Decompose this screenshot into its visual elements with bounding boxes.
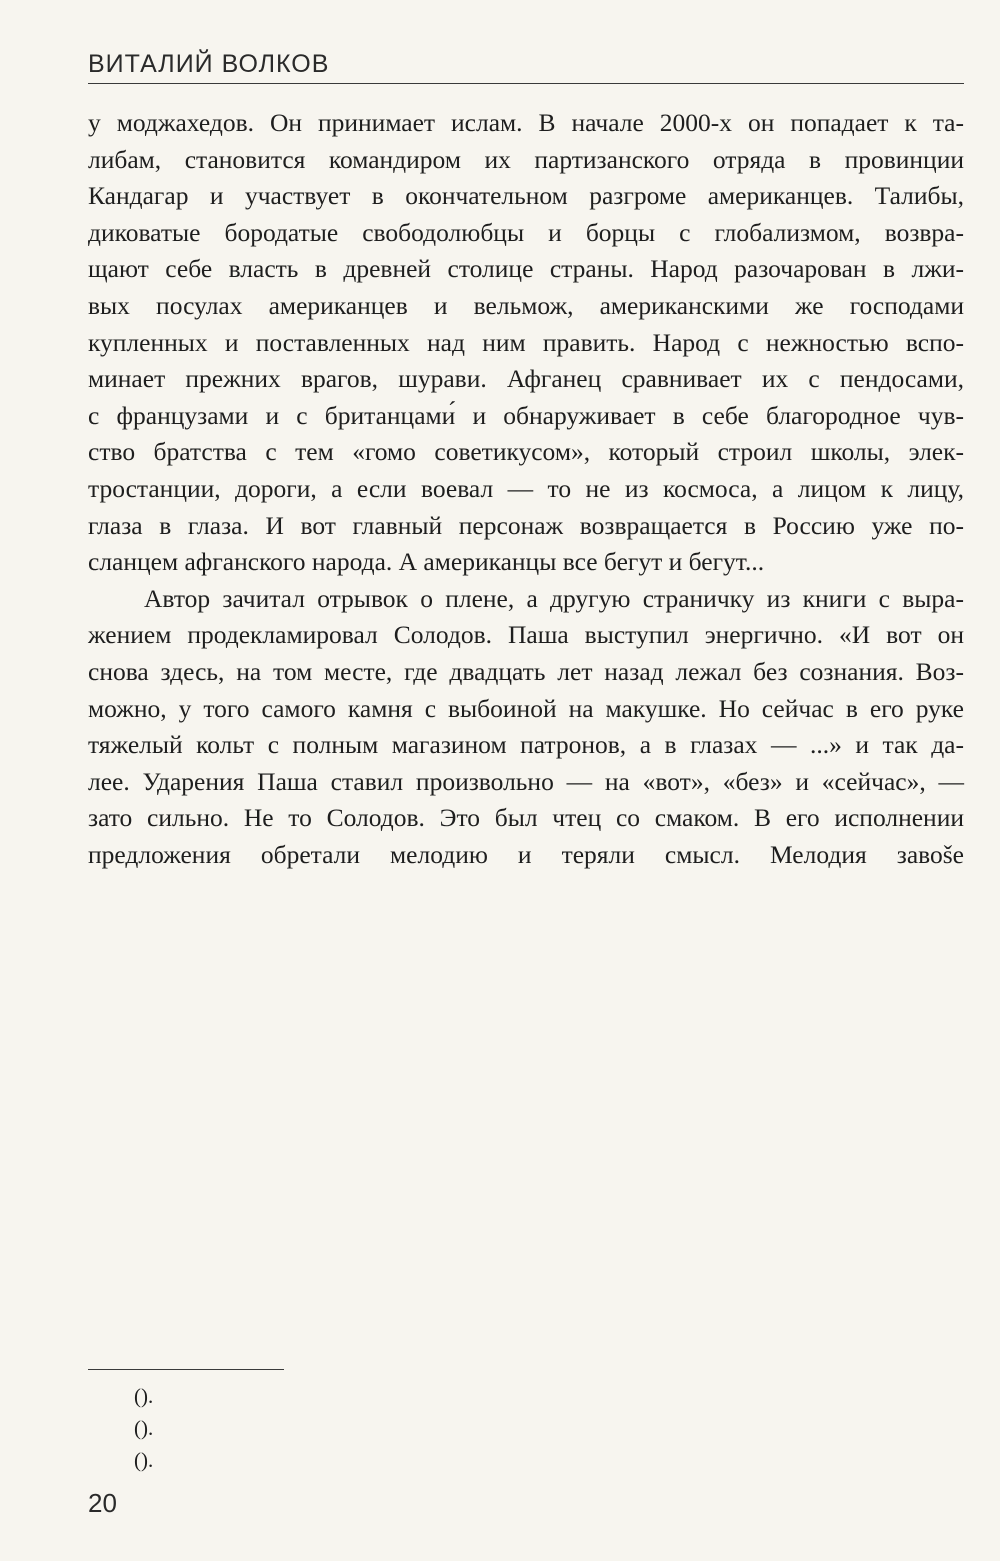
text-line	[88, 873, 964, 910]
text-line: вых посулах американцев и вельмож, американскими же господами	[88, 290, 964, 320]
text-line	[88, 1130, 964, 1167]
text-line	[88, 983, 964, 1020]
text-line	[88, 1459, 964, 1496]
text-line: Автор зачитал отрывок о плене, а другую страничку из книги с выра-	[144, 583, 964, 613]
footnote-item: ().	[134, 1448, 154, 1472]
text-line	[88, 1349, 964, 1386]
text-line: зато сильно. Не то Солодов. Это был чтец со смаком. В его исполнении	[88, 803, 964, 833]
text-line	[88, 947, 964, 984]
text-line: предложения обретали мелодию и теряли смысл. Мелодия завоše	[88, 839, 964, 869]
running-head-author: ВИТАЛИЙ ВОЛКОВ	[88, 50, 330, 78]
text-line	[88, 910, 964, 947]
text-line: диковатые бородатые свободолюбцы и борцы с глобализмом, возвра-	[88, 217, 964, 247]
text-line: либам, становится командиром их партизанского отряда в провинции	[88, 144, 964, 174]
footnote-item: ().	[134, 1384, 154, 1408]
text-line: тростанции, дороги, а если воевал — то не из космоса, а лицом к лицу,	[88, 473, 964, 503]
text-line: сланцем афганского народа. А американцы все бегут и бегут...	[88, 547, 765, 577]
text-line	[88, 1166, 964, 1203]
text-line	[88, 1203, 964, 1240]
text-line: минает прежних врагов, шурави. Афганец сравнивает их с пендосами,	[88, 364, 964, 394]
text-line	[88, 1020, 964, 1057]
text-line: глаза в глаза. И вот главный персонаж возвращается в Россию уже по-	[88, 510, 964, 540]
text-line: щают себе власть в древней столице страны. Народ разочарован в лжи-	[88, 254, 964, 284]
text-line: жением продекламировал Солодов. Паша выступил энергично. «И вот он	[88, 620, 964, 650]
page-number: 20	[88, 1488, 117, 1518]
text-line: тяжелый кольт с полным магазином патронов, а в глазах — ...» и так да-	[88, 730, 964, 760]
text-line: можно, у того самого камня с выбоиной на макушке. Но сейчас в его руке	[88, 693, 964, 723]
text-line: с французами и с британцами́ и обнаруживает в себе благородное чув-	[88, 400, 964, 430]
footnote-item: ().	[134, 1416, 154, 1440]
text-line	[88, 1276, 964, 1313]
text-line	[88, 1422, 964, 1459]
text-line: купленных и поставленных над ним править. Народ с нежностью вспо-	[88, 327, 964, 357]
text-line	[88, 1386, 964, 1423]
body-text	[88, 105, 964, 1496]
text-line	[88, 1093, 964, 1130]
footnote-rule	[88, 1369, 284, 1370]
text-line: у моджахедов. Он принимает ислам. В начале 2000-х он попадает к та-	[88, 108, 964, 137]
text-line	[88, 1056, 964, 1093]
text-line	[88, 1239, 964, 1276]
header-rule	[88, 83, 964, 84]
text-line: снова здесь, на том месте, где двадцать лет назад лежал без сознания. Воз-	[88, 656, 964, 686]
text-line: ство братства с тем «гомо советикусом», который строил школы, элек-	[88, 437, 964, 467]
text-line	[88, 1313, 964, 1350]
text-line: лее. Ударения Паша ставил произвольно — на «вот», «без» и «сейчас», —	[88, 766, 964, 796]
text-line: Кандагар и участвует в окончательном разгроме американцев. Талибы,	[88, 181, 964, 211]
footnotes	[134, 1380, 153, 1476]
